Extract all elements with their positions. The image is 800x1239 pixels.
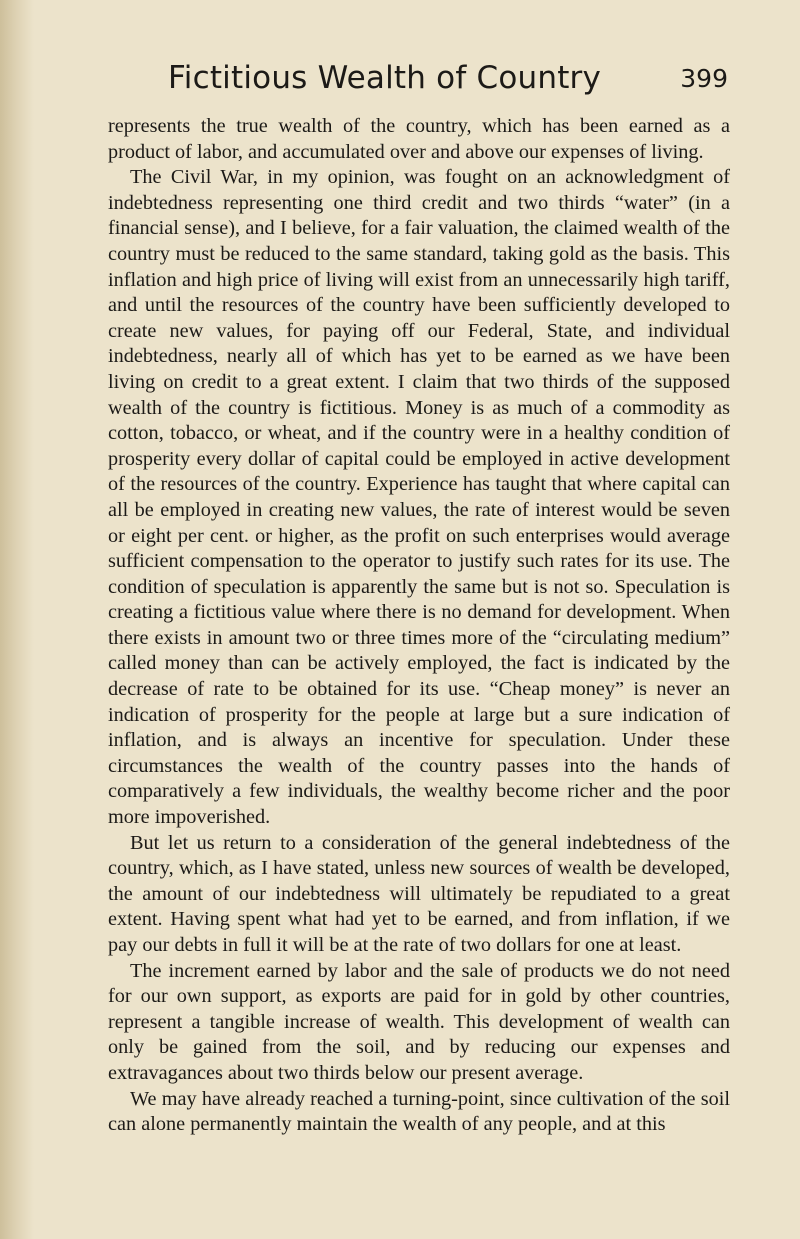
paragraph-continued: represents the true wealth of the country, which has been earned as a product of labor, and accumulated over and above our expenses of living. <box>108 115 730 163</box>
running-title: Fictitious Wealth of Country <box>168 60 602 96</box>
paragraph: But let us return to a consideration of the general indebtedness of the country, which, as I have stated, unless new sources of wealth be developed, the amount of our indebtedness will ultimately be repudiated to a great extent. Having spent what had yet to be earned, and from inflation, if we pay our debts in full it will be at the rate of two dollars for one at least. <box>108 831 730 956</box>
page-header <box>108 52 730 114</box>
paragraph: The Civil War, in my opinion, was fought on an acknowledgment of indebtedness representing one third credit and two thirds “water” (in a financial sense), and I believe, for a fair valuation, the claimed wealth of the country must be reduced to the same standard, taking gold as the basis. This inflation and high price of living will exist from an unnecessarily high tariff, and until the resources of the country have been sufficiently developed to create new values, for paying off our Federal, State, and individual indebtedness, nearly all of which has yet to be earned as we have been living on credit to a great extent. I claim that two thirds of the supposed wealth of the country is fictitious. Money is as much of a commodity as cotton, tobacco, or wheat, and if the country were in a healthy condition of prosperity every dollar of capital could be employed in active development of the resources of the country. Experience has taught that where capital can all be employed in creating new values, the rate of interest would be seven or eight per cent. or higher, as the profit on such enterprises would average sufficient compensation to the operator to justify such rates for its use. The condition of speculation is apparently the same but is not so. Speculation is creating a fictitious value where there is no demand for development. When there exists in amount two or three times more of the “circulating medium” called money than can be actively employed, the fact is indicated by the decrease of rate to be obtained for its use. “Cheap money” is never an indication of prosperity for the people at large but a sure indication of inflation, and is always an incentive for speculation. Under these circumstances the wealth of the country passes into the hands of comparatively a few individuals, the wealthy become richer and the poor more impoverished. <box>108 166 730 829</box>
paragraph: The increment earned by labor and the sale of products we do not need for our own support, as exports are paid for in gold by other countries, represent a tangible increase of wealth. This development of wealth can only be gained from the soil, and by reducing our expenses and extravagances about two thirds below our present average. <box>108 959 730 1084</box>
paragraph: We may have already reached a turning-point, since cultivation of the soil can alone permanently maintain the wealth of any people, and at this <box>108 1087 730 1136</box>
page-number: 399 <box>680 64 728 93</box>
body-text <box>108 114 730 1138</box>
